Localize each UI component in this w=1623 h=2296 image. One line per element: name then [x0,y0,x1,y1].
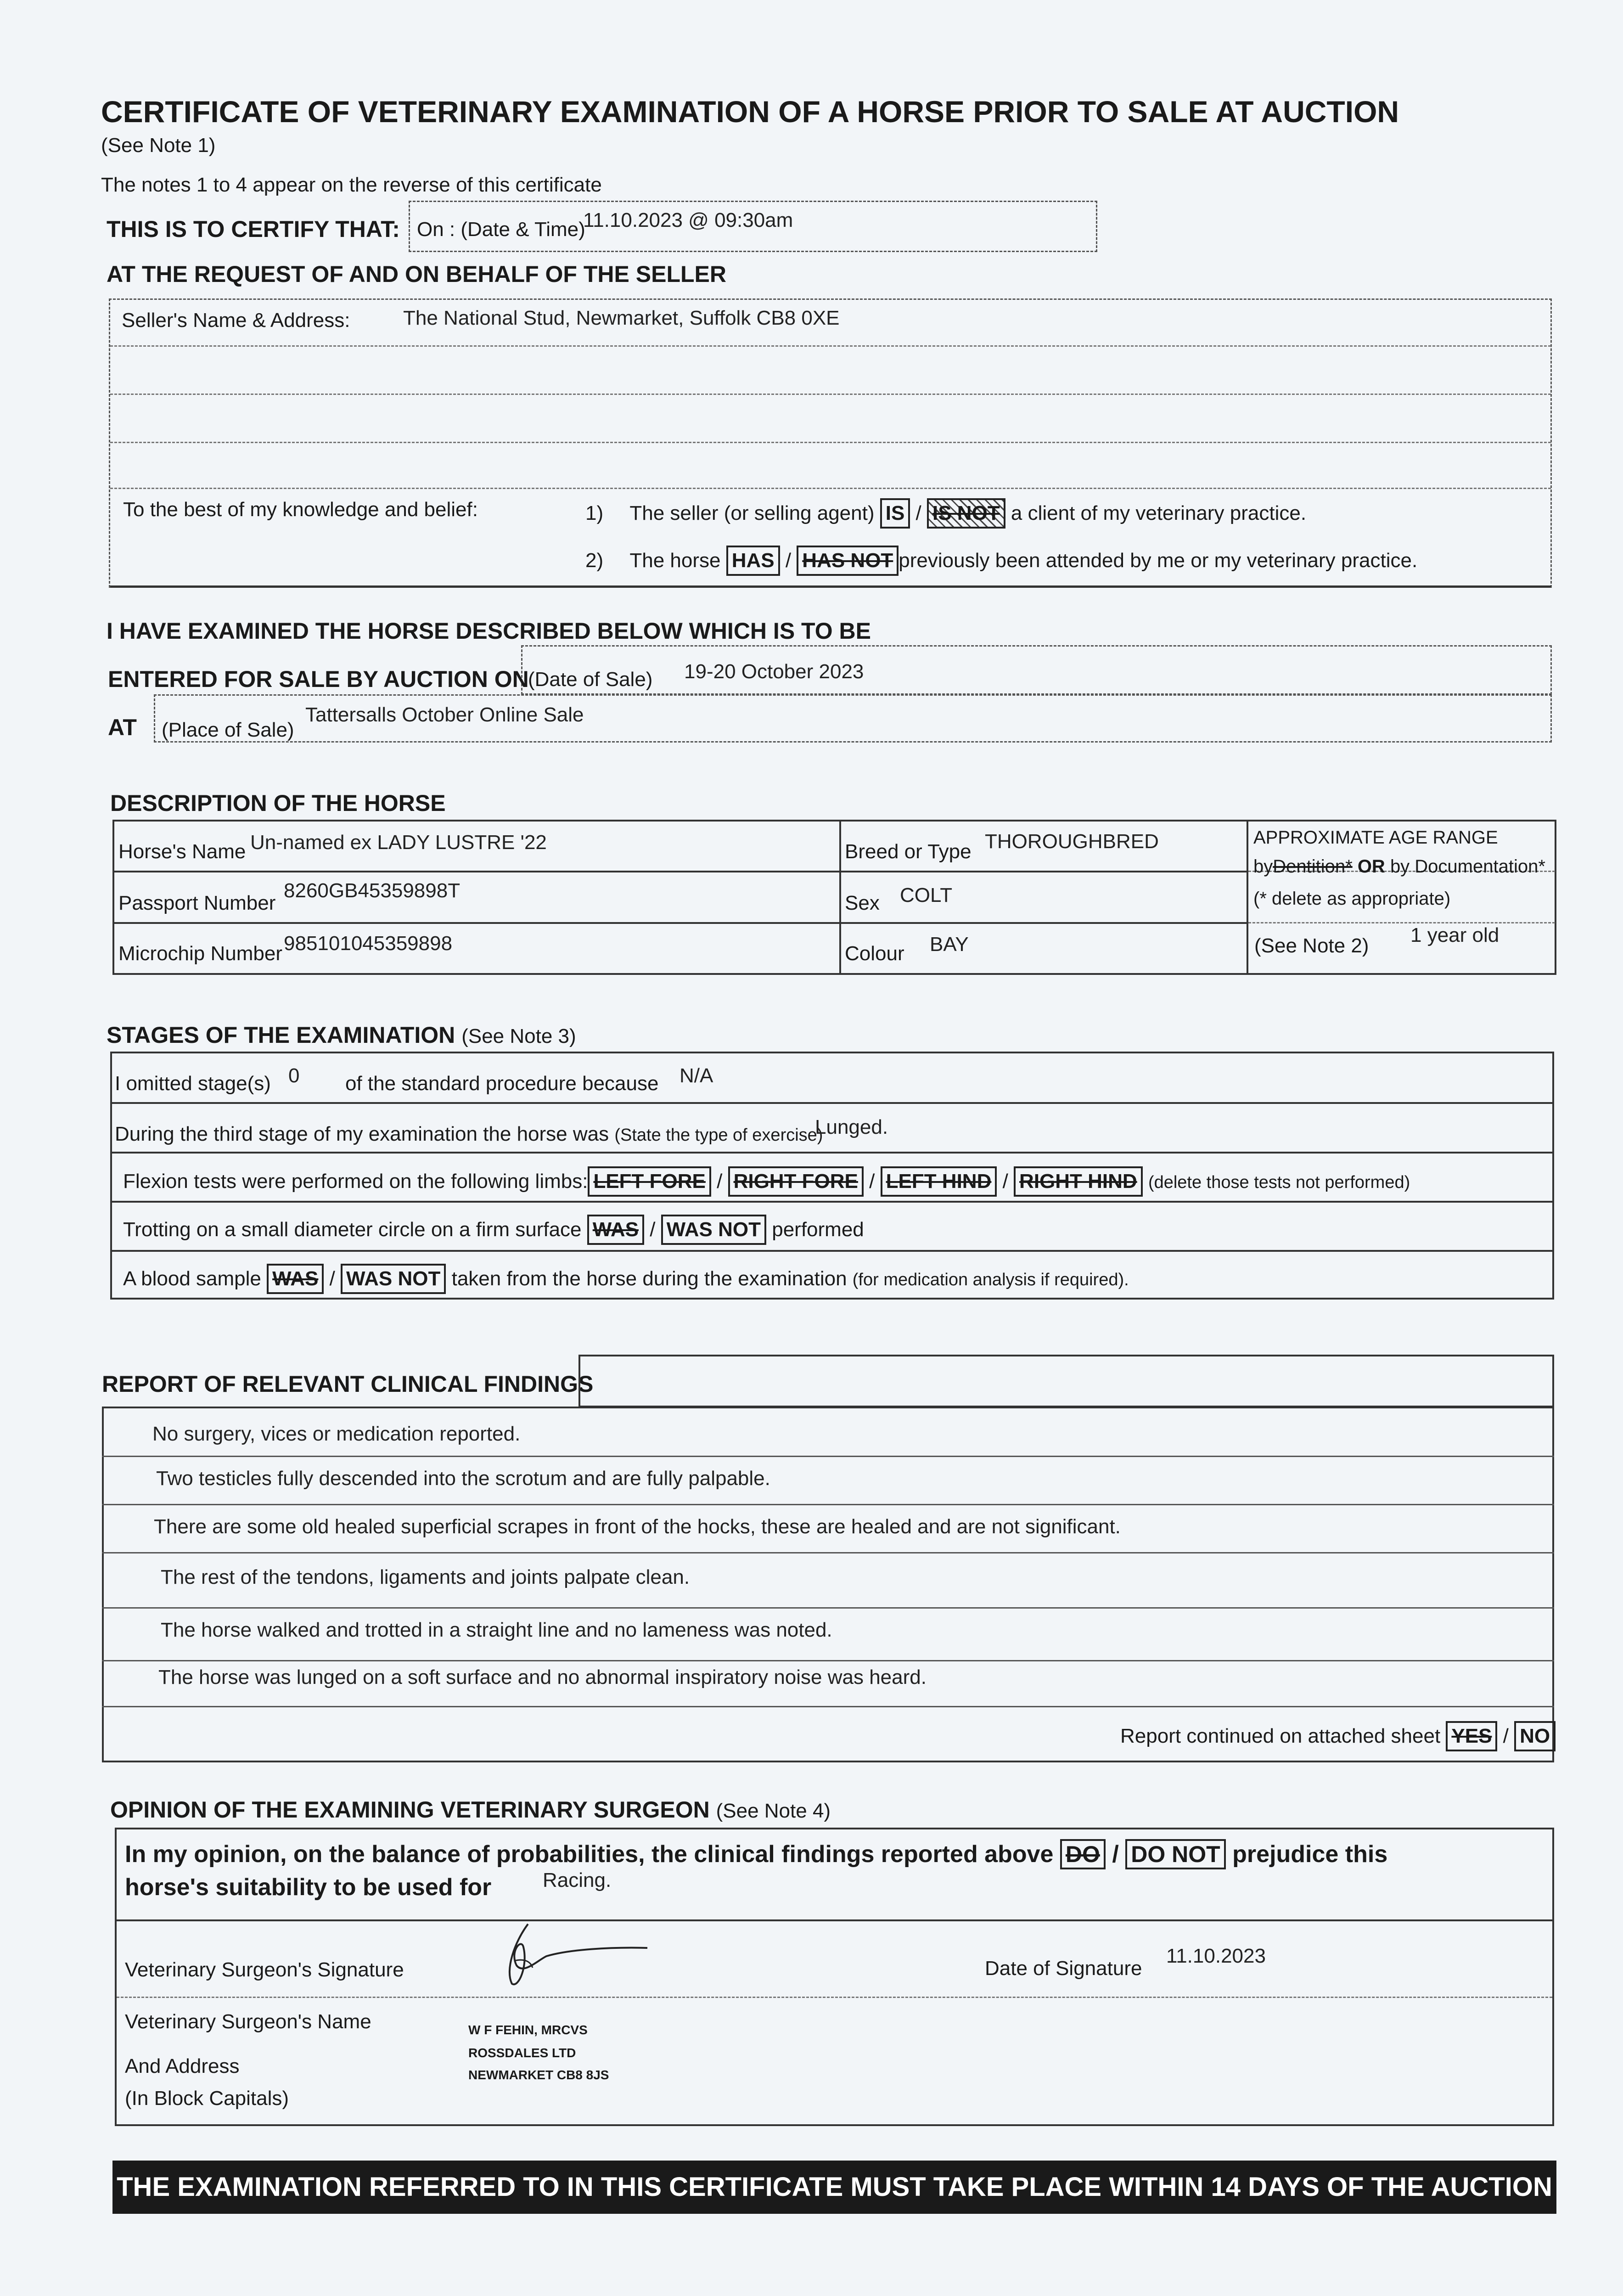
trot-row: Trotting on a small diameter circle on a firm surface WAS / WAS NOT performed [123,1215,864,1245]
table-divider [839,820,841,975]
statement-1: 1) The seller (or selling agent) IS / IS NOT a client of my veterinary practice. [585,498,1306,529]
signature-date-label: Date of Signature [985,1957,1142,1980]
passport-value: 8260GB45359898T [284,879,461,902]
sale-date-field [521,645,1552,695]
opinion-heading: OPINION OF THE EXAMINING VETERINARY SURGEON [110,1797,710,1823]
blood-post: taken from the horse during the examination [451,1267,847,1290]
stages-row-line [110,1102,1554,1104]
third-stage-note: (State the type of exercise) [614,1125,823,1145]
stages-row-line [110,1152,1554,1154]
age-range-label: APPROXIMATE AGE RANGE [1253,827,1498,848]
findings-heading-box [578,1355,1554,1407]
document-title: CERTIFICATE OF VETERINARY EXAMINATION OF A HORSE PRIOR TO SALE AT AUCTION [101,95,1399,129]
third-stage-label: During the third stage of my examination the horse was [115,1123,609,1145]
age-or: OR [1357,856,1385,877]
statement-1-number: 1) [585,502,604,524]
examined-heading: I HAVE EXAMINED THE HORSE DESCRIBED BELOW WHICH IS TO BE [107,618,871,644]
opinion-line [117,1919,1552,1921]
microchip-label: Microchip Number [118,942,282,965]
signature-mark [496,1915,661,1993]
is-not-client-option[interactable]: IS NOT [927,498,1005,529]
table-divider [1247,820,1248,975]
seller-box [109,298,1552,588]
finding-line: No surgery, vices or medication reported. [152,1423,521,1445]
opinion-do-option[interactable]: DO [1060,1839,1106,1869]
findings-line [102,1607,1554,1609]
is-client-option[interactable]: IS [880,498,910,529]
stages-heading: STAGES OF THE EXAMINATION [107,1022,455,1048]
certify-heading: THIS IS TO CERTIFY THAT: [107,216,400,242]
table-row-line [112,922,1247,924]
sale-place-value: Tattersalls October Online Sale [305,703,584,726]
age-see-note: (See Note 2) [1254,934,1369,957]
seller-line [110,442,1551,443]
findings-line [102,1456,1554,1457]
opinion-note: (See Note 4) [716,1800,831,1822]
signature-label: Veterinary Surgeon's Signature [125,1958,404,1981]
flexion-right-hind-option[interactable]: RIGHT HIND [1014,1166,1143,1197]
statement-2-number: 2) [585,549,604,572]
vet-name-label: Veterinary Surgeon's Name [125,2010,371,2033]
age-dentition-option[interactable]: Dentition* [1273,856,1353,877]
flexion-left-fore-option[interactable]: LEFT FORE [588,1166,711,1197]
continued-yes-option[interactable]: YES [1446,1721,1497,1751]
see-note-1: (See Note 1) [101,134,216,157]
opinion-do-not-option[interactable]: DO NOT [1125,1839,1225,1869]
finding-line: There are some old healed superficial scrapes in front of the hocks, these are healed and are not significant. [154,1515,1121,1538]
signature-date-value: 11.10.2023 [1166,1945,1266,1967]
findings-line [102,1504,1554,1505]
continued-no-option[interactable]: NO [1514,1721,1556,1751]
has-attended-option[interactable]: HAS [726,546,780,576]
flexion-left-hind-option[interactable]: LEFT HIND [881,1166,997,1197]
vet-stamp-name: W F FEHIN, MRCVS [468,2023,588,2037]
breed-label: Breed or Type [845,840,972,863]
trot-label: Trotting on a small diameter circle on a firm surface [123,1218,582,1241]
stages-row-line [110,1201,1554,1203]
flexion-label: Flexion tests were performed on the following limbs: [123,1170,588,1193]
age-value: 1 year old [1410,924,1499,946]
trot-was-option[interactable]: WAS [587,1215,644,1245]
seller-name-value: The National Stud, Newmarket, Suffolk CB8 0XE [403,307,840,329]
findings-line [102,1552,1554,1553]
knowledge-label: To the best of my knowledge and belief: [123,498,478,521]
omitted-value: 0 [288,1064,300,1087]
third-stage-row [115,1123,823,1146]
has-not-attended-option[interactable]: HAS NOT [797,546,899,576]
vet-stamp-town: NEWMARKET CB8 8JS [468,2068,609,2082]
statement-1-post: a client of my veterinary practice. [1011,502,1307,524]
omitted-label: I omitted stage(s) [115,1072,271,1095]
date-time-label: On : (Date & Time) [417,218,585,241]
findings-heading: REPORT OF RELEVANT CLINICAL FINDINGS [102,1371,594,1397]
breed-value: THOROUGHBRED [985,830,1159,853]
opinion-text-3: horse's suitability to be used for [125,1874,492,1901]
continued-label: Report continued on attached sheet [1120,1725,1441,1747]
age-divider [1248,922,1555,923]
flexion-row: Flexion tests were performed on the following limbs: LEFT FORE / RIGHT FORE / LEFT HIND / RIGHT HIND (delete those tests not performed) [123,1166,1410,1197]
trot-was-not-option[interactable]: WAS NOT [661,1215,766,1245]
table-row-line [112,871,1247,872]
passport-label: Passport Number [118,892,276,914]
finding-line: The horse was lunged on a soft surface and no abnormal inspiratory noise was heard. [158,1666,927,1688]
age-documentation-option[interactable]: by Documentation* [1390,856,1545,877]
finding-line: The rest of the tendons, ligaments and joints palpate clean. [161,1566,690,1588]
seller-name-label: Seller's Name & Address: [122,309,350,332]
colour-value: BAY [930,933,969,956]
blood-was-option[interactable]: WAS [267,1264,324,1294]
trot-post: performed [772,1218,864,1241]
horse-name-value: Un-named ex LADY LUSTRE '22 [250,831,547,854]
seller-bottom-rule [110,585,1551,588]
flexion-note: (delete those tests not performed) [1148,1173,1410,1192]
description-heading: DESCRIPTION OF THE HORSE [110,790,446,816]
age-delete-note: (* delete as appropriate) [1253,889,1451,909]
statement-1-pre: The seller (or selling agent) [629,502,875,524]
stages-row-line [110,1250,1554,1252]
blood-was-not-option[interactable]: WAS NOT [341,1264,446,1294]
footer-banner: THE EXAMINATION REFERRED TO IN THIS CERTIFICATE MUST TAKE PLACE WITHIN 14 DAYS OF THE AUCTION [112,2161,1556,2214]
opinion-line [117,1997,1552,1998]
because-value: N/A [680,1064,713,1087]
blood-label: A blood sample [123,1267,261,1290]
findings-line [102,1660,1554,1661]
statement-2-post: previously been attended by me or my veterinary practice. [899,549,1418,572]
age-by: by [1253,856,1273,877]
seller-line [110,345,1551,347]
statement-2: 2) The horse HAS / HAS NOT previously been attended by me or my veterinary practice. [585,546,1417,576]
microchip-value: 985101045359898 [284,932,453,955]
seller-line [110,394,1551,395]
date-time-value: 11.10.2023 @ 09:30am [583,209,793,231]
sex-value: COLT [900,884,953,906]
continued-row: Report continued on attached sheet YES / NO [1120,1721,1556,1751]
opinion-text-1: In my opinion, on the balance of probabilities, the clinical findings reported above [125,1841,1054,1868]
finding-line: Two testicles fully descended into the scrotum and are fully palpable. [156,1467,770,1490]
notes-line: The notes 1 to 4 appear on the reverse of this certificate [101,174,602,196]
entered-heading: ENTERED FOR SALE BY AUCTION ON [108,666,529,692]
statement-2-pre: The horse [629,549,721,572]
opinion-text-2: prejudice this [1232,1841,1388,1868]
because-label: of the standard procedure because [345,1072,659,1095]
use-value: Racing. [543,1869,612,1891]
at-label: AT [108,715,137,740]
opinion-heading-row [110,1796,831,1823]
flexion-right-fore-option[interactable]: RIGHT FORE [728,1166,864,1197]
finding-line: The horse walked and trotted in a straight line and no lameness was noted. [161,1619,832,1641]
findings-line [102,1706,1554,1707]
request-heading: AT THE REQUEST OF AND ON BEHALF OF THE SELLER [107,261,726,287]
blood-note: (for medication analysis if required). [852,1270,1129,1289]
blood-row: A blood sample WAS / WAS NOT taken from the horse during the examination (for medication analysis if required). [123,1264,1129,1294]
vet-address-label: And Address [125,2055,240,2077]
vet-stamp-practice: ROSSDALES LTD [468,2046,576,2060]
age-method [1253,856,1545,877]
sale-date-label: (Date of Sale) [528,668,653,691]
stages-heading-row [107,1022,576,1048]
block-capitals-label: (In Block Capitals) [125,2087,289,2110]
stages-note: (See Note 3) [461,1025,576,1047]
horse-name-label: Horse's Name [118,840,246,863]
sale-place-label: (Place of Sale) [162,719,294,741]
seller-line [110,488,1551,489]
third-stage-value: Lunged. [815,1116,888,1138]
sale-date-value: 19-20 October 2023 [684,660,864,683]
opinion-sentence: In my opinion, on the balance of probabilities, the clinical findings reported above DO / DO NOT prejudice this [125,1839,1387,1869]
colour-label: Colour [845,942,904,965]
sex-label: Sex [845,892,880,914]
